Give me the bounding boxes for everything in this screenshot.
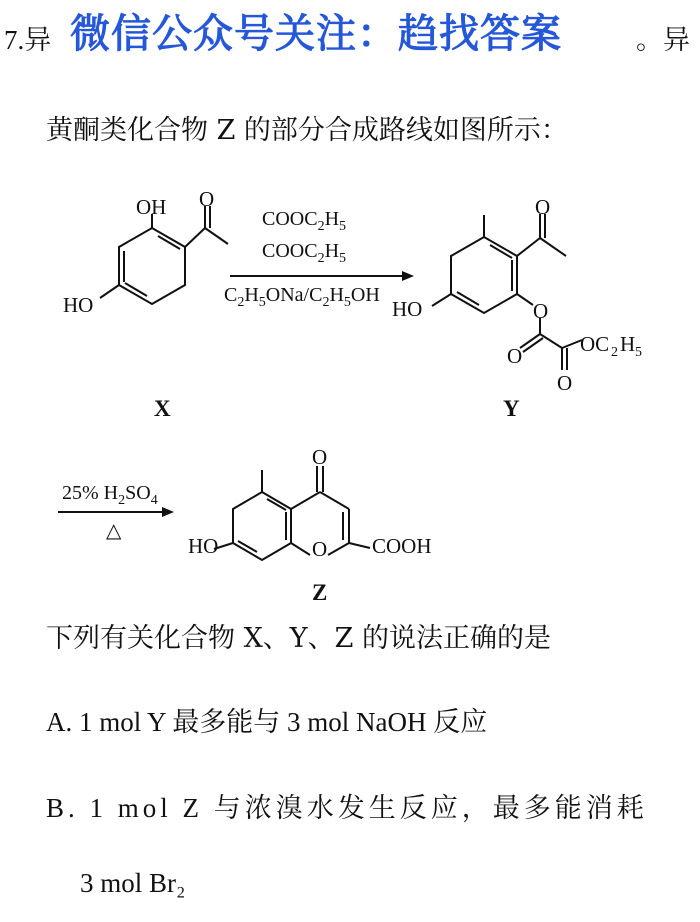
svg-text:2: 2 [611,345,618,360]
svg-text:HO: HO [63,293,94,317]
svg-text:HO: HO [188,534,219,558]
svg-text:OH: OH [136,195,167,219]
svg-text:O: O [535,195,551,219]
question-line-2: 黄酮类化合物 Z 的部分合成路线如图所示： [46,115,568,146]
svg-text:O: O [199,187,215,211]
svg-text:5: 5 [635,345,642,360]
reagent-1-line-2-text: $COOC_2H_5$ [262,240,347,266]
watermark: 微信公众号关注：趋找答案 [70,11,562,57]
question-line1-start: 异 [24,25,52,56]
reagent-2-line-1 [62,482,158,509]
question-prompt: 下列有关化合物 X、Y、Z 的说法正确的是 [46,623,551,654]
reagent-2-line-2 [106,518,121,543]
svg-text:COOH: COOH [372,534,432,558]
svg-text:OC: OC [580,332,610,356]
compound-x-structure [100,206,228,304]
compound-y-label: Y [503,396,520,421]
compound-z-structure [214,466,370,560]
compound-x-label: X [154,396,171,421]
svg-text:O: O [557,371,573,395]
svg-text:O: O [312,537,328,561]
reagent-1-line-2 [262,240,346,267]
option-a: A. 1 mol Y 最多能与 3 mol NaOH 反应 [46,707,488,737]
reagent-2-line-2-text: △ [106,520,122,542]
reagent-1-condition-text: $C_2H_5ONa/C_2H_5OH$ [224,284,380,310]
question-number: 7. [4,25,25,55]
reagent-2-line-1-text: 25% $H_2SO_4$ [62,482,158,508]
svg-text:O: O [312,445,328,469]
svg-text:H: H [620,332,636,356]
option-b-line-1: B. 1 mol Z 与浓溴水发生反应，最多能消耗 [46,793,648,823]
svg-text:HO: HO [392,297,423,321]
option-b-line-2: 3 mol Br₂ [80,868,186,898]
svg-text:O: O [533,299,549,323]
compound-z-label: Z [312,580,328,605]
reagent-1-line-1-text: $COOC_2H_5$ [262,208,347,234]
svg-text:O: O [507,344,523,368]
reagent-1-line-1 [262,208,346,235]
reagent-1-condition [224,284,380,311]
question-line1-end: 。异 [636,25,690,56]
